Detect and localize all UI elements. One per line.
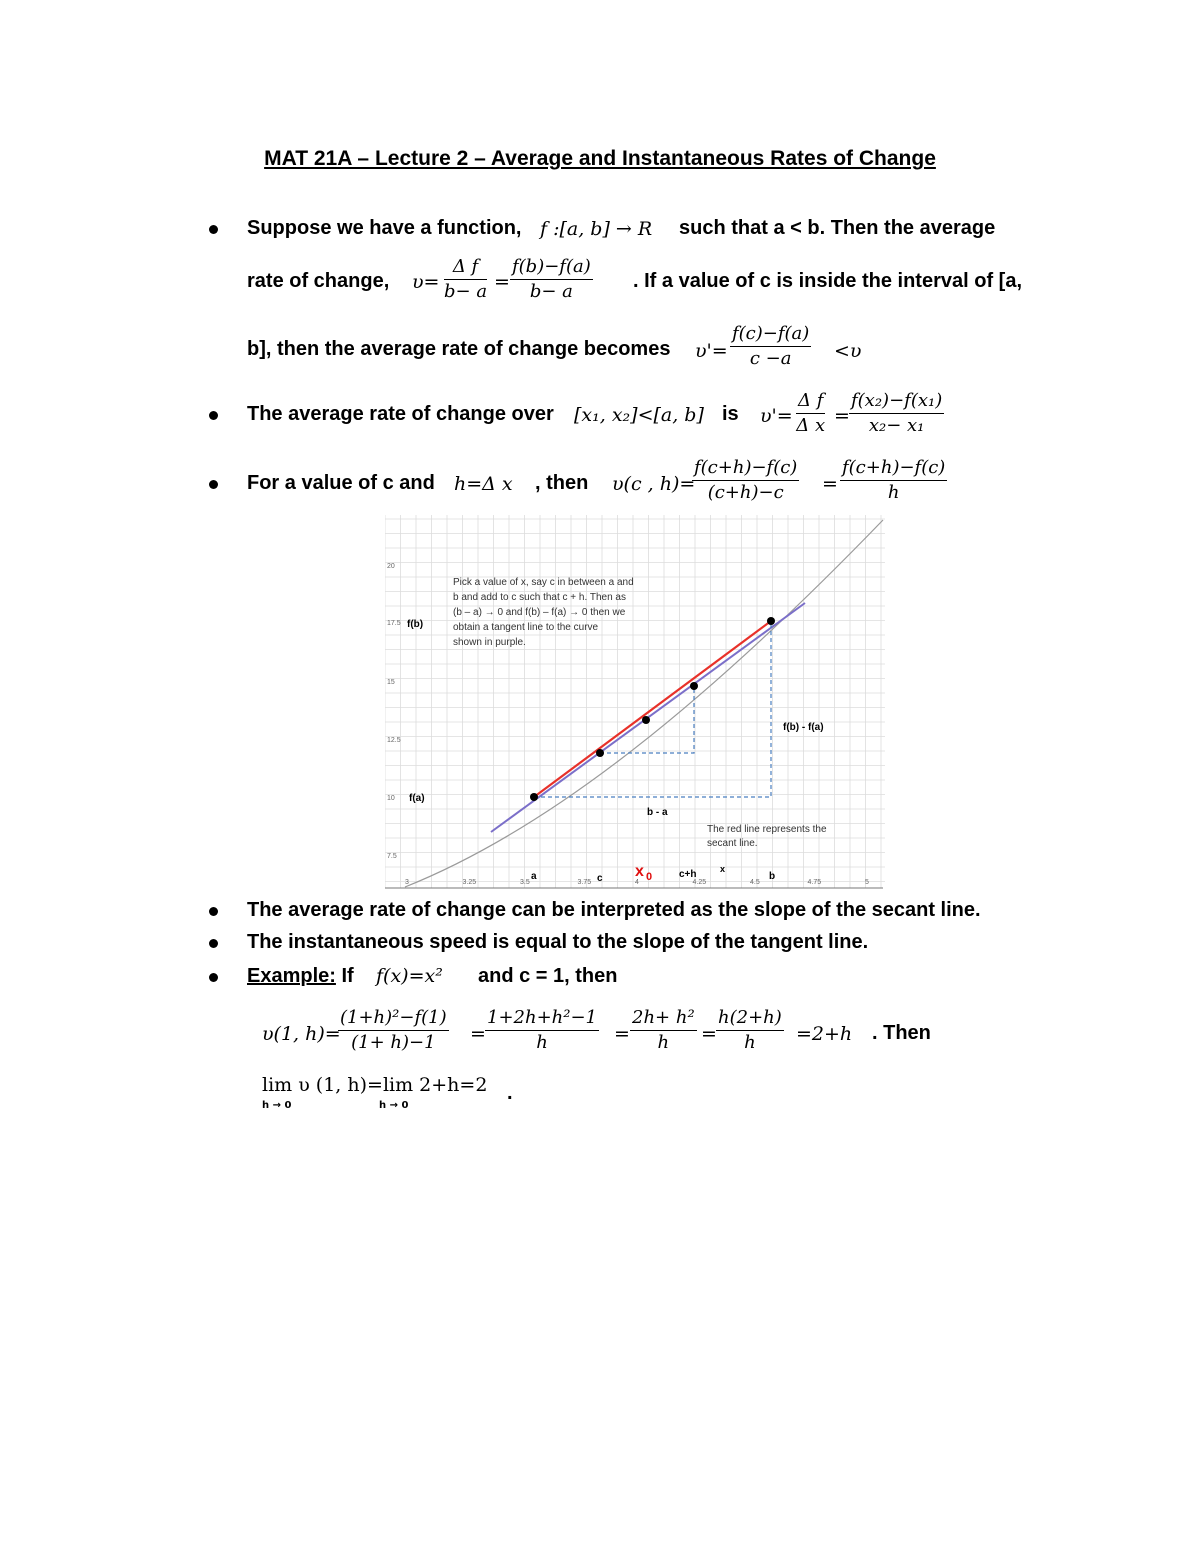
example-fraction-3 (630, 1006, 697, 1055)
figure-background (385, 515, 885, 893)
point-b (767, 617, 775, 625)
bullet2-fraction-2 (849, 389, 944, 438)
bullet2-text-b: is (722, 403, 739, 425)
fraction-numerator: f(c+h)−f(c) (840, 456, 947, 481)
example-function-math: f(x)=x² (376, 965, 443, 987)
secant-tangent-figure (385, 515, 885, 893)
fraction-denominator: (1+ h)−1 (351, 1032, 436, 1053)
annotation-top-line: shown in purple. (453, 637, 526, 648)
fraction-denominator: c −a (749, 348, 792, 369)
fraction-numerator: (1+h)²−f(1) (338, 1006, 449, 1031)
limit-subscript-1: h → 0 (262, 1100, 292, 1111)
x-tick-label: 3.5 (520, 879, 530, 886)
page-title: MAT 21A – Lecture 2 – Average and Instantaneous Rates of Change (264, 147, 936, 170)
fraction-numerator: f(c+h)−f(c) (692, 456, 799, 481)
fraction-denominator: h (744, 1032, 756, 1053)
avg-rate-fraction-2 (510, 255, 593, 304)
annotation-bottom-line: The red line represents the (707, 824, 827, 835)
bullet-marker (209, 907, 218, 916)
equals-sign: = (834, 405, 850, 427)
label-fb: f(b) (407, 619, 424, 630)
fraction-denominator: h (887, 482, 900, 503)
x-label-c: c (597, 873, 603, 884)
bullet3-text-a: For a value of c and (247, 472, 435, 494)
example-fraction-4 (716, 1006, 784, 1055)
y-tick-label: 12.5 (387, 737, 401, 744)
x-label-b: b (769, 871, 776, 882)
point-mid (642, 716, 650, 724)
bullet-marker (209, 939, 218, 948)
bullet3-fraction-1 (692, 456, 799, 505)
bullet3-fraction-2 (840, 456, 947, 505)
x-label-c-plus-h: c+h (679, 869, 697, 880)
fraction-numerator: h(2+h) (716, 1006, 784, 1031)
x-tick-label: 3 (405, 879, 409, 886)
x-label-x: x (720, 864, 726, 874)
x-tick-label: 4.75 (807, 879, 822, 886)
bullet1-function-math: f :[a, b] → R (540, 218, 653, 240)
y-tick-label: 15 (387, 679, 395, 686)
example-label: Example: (247, 965, 336, 987)
point-ch (690, 682, 698, 690)
x-tick-label: 3.25 (462, 879, 477, 886)
limit-subscript-2: h → 0 (379, 1100, 409, 1111)
label-b-minus-a: b - a (647, 807, 668, 818)
label-fb-minus-fa: f(b) - f(a) (783, 722, 824, 733)
label-fa: f(a) (409, 793, 425, 804)
annotation-top-line: (b – a) → 0 and f(b) – f(a) → 0 then we (453, 607, 626, 618)
bullet1-line2-text-b: . If a value of c is inside the interval of [a, (633, 270, 1022, 292)
bullet1-line3-text: b], then the average rate of change becomes (247, 338, 671, 360)
example-fraction-1 (338, 1006, 449, 1055)
y-tick-label: 20 (387, 563, 395, 570)
x-tick-label: 5 (865, 879, 869, 886)
x-tick-label: 3.75 (577, 879, 592, 886)
bullet-marker (209, 225, 218, 234)
avg-rate-fraction-1 (444, 255, 487, 304)
bullet1-line2-text: rate of change, (247, 270, 390, 292)
x-tick-label: 4 (635, 879, 639, 886)
bullet4-text: The average rate of change can be interpreted as the slope of the secant line. (247, 899, 981, 921)
avg-rate-prime-lhs: υ'= (695, 340, 728, 362)
fraction-numerator: Δ f (444, 255, 487, 280)
y-tick-label: 10 (387, 795, 395, 802)
equals-sign: = (822, 473, 838, 495)
less-than-v: <υ (834, 340, 862, 362)
x-label-a: a (531, 871, 537, 882)
fraction-numerator: f(b)−f(a) (510, 255, 593, 280)
bullet5-text: The instantaneous speed is equal to the slope of the tangent line. (247, 931, 869, 953)
annotation-top-line: Pick a value of x, say c in between a and (453, 577, 634, 588)
y-tick-label: 7.5 (387, 853, 397, 860)
avg-rate-prime-fraction (730, 322, 811, 371)
bullet6-lead (247, 965, 354, 988)
example-lhs: υ(1, h)= (262, 1023, 341, 1045)
bullet6-text-a: If (341, 965, 354, 987)
fraction-numerator: f(x₂)−f(x₁) (849, 389, 944, 414)
avg-rate-lhs: υ= (412, 271, 440, 293)
fraction-numerator: 1+2h+h²−1 (485, 1006, 599, 1031)
limit-period: . (507, 1082, 513, 1104)
bullet-marker (209, 411, 218, 420)
x-label-x0: x (635, 863, 644, 880)
example-fraction-2 (485, 1006, 599, 1055)
example-rhs: =2+h (796, 1023, 853, 1045)
fraction-denominator: h (657, 1032, 670, 1053)
fraction-numerator: f(c)−f(a) (730, 322, 811, 347)
fraction-denominator: x₂− x₁ (868, 415, 925, 436)
limit-expression: lim υ (1, h)=lim 2+h=2 (262, 1074, 488, 1096)
x-label-x0-subscript: 0 (646, 871, 653, 883)
x-tick-label: 4.25 (692, 879, 707, 886)
fraction-denominator: (c+h)−c (707, 482, 784, 503)
point-c (596, 749, 604, 757)
equals-sign: = (494, 271, 510, 293)
fraction-denominator: b− a (529, 281, 573, 302)
fraction-numerator: 2h+ h² (630, 1006, 697, 1031)
fraction-denominator: h (536, 1032, 548, 1053)
point-a (530, 793, 538, 801)
bullet3-text-b: , then (535, 472, 589, 494)
annotation-top-line: b and add to c such that c + h. Then as (453, 592, 626, 603)
bullet1-text-a: Suppose we have a function, (247, 217, 522, 239)
equals-sign: = (701, 1023, 717, 1045)
equals-sign: = (470, 1023, 486, 1045)
bullet2-interval-math: [x₁, x₂]<[a, b] (574, 404, 704, 426)
fraction-denominator: Δ x (796, 415, 826, 436)
annotation-bottom-line: secant line. (707, 838, 758, 849)
fraction-numerator: Δ f (796, 389, 825, 414)
x-tick-label: 4.5 (750, 879, 760, 886)
bullet3-h-math: h=Δ x (454, 473, 513, 495)
bullet6-text-b: and c = 1, then (478, 965, 618, 987)
fraction-denominator: b− a (444, 281, 488, 302)
example-then: . Then (872, 1022, 931, 1044)
bullet-marker (209, 973, 218, 982)
bullet-marker (209, 480, 218, 489)
bullet2-fraction-1 (796, 389, 825, 438)
bullet2-text-a: The average rate of change over (247, 403, 554, 425)
equals-sign: = (614, 1023, 630, 1045)
bullet1-text-b: such that a < b. Then the average (679, 217, 996, 239)
bullet2-lhs: υ'= (760, 405, 793, 427)
y-tick-label: 17.5 (387, 620, 401, 627)
bullet3-lhs: υ(c , h)= (612, 473, 696, 495)
annotation-top-line: obtain a tangent line to the curve (453, 622, 599, 633)
